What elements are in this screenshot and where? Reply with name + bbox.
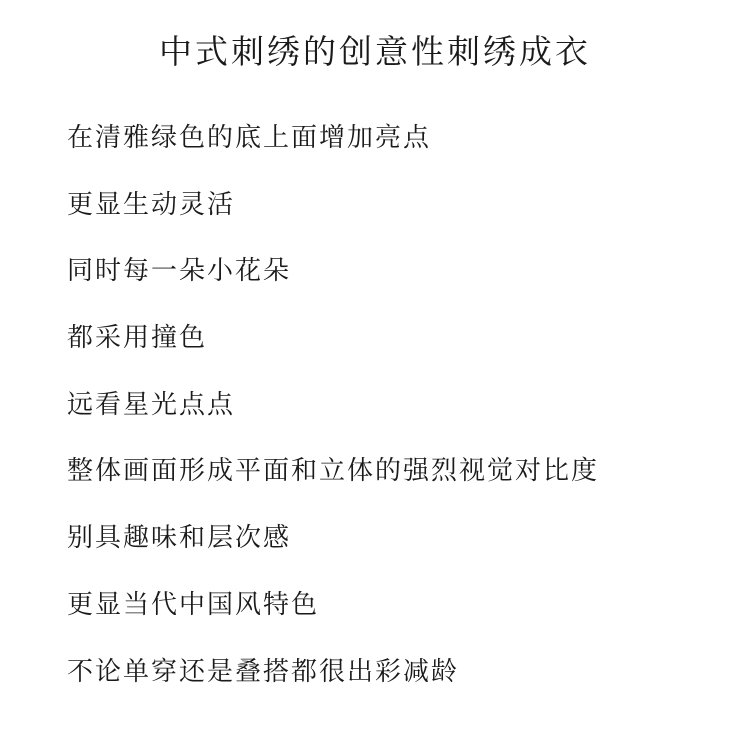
text-lines [67,118,599,718]
text-line: 更显生动灵活 [67,189,236,220]
text-line: 整体画面形成平面和立体的强烈视觉对比度 [67,456,600,487]
text-line: 别具趣味和层次感 [67,523,292,554]
text-line: 同时每一朵小花朵 [67,256,292,287]
text-line: 都采用撞色 [67,323,208,354]
text-line: 在清雅绿色的底上面增加亮点 [67,123,432,153]
text-line: 远看星光点点 [67,389,236,420]
text-line: 更显当代中国风特色 [67,589,320,620]
page-title: 中式刺绣的创意性刺绣成衣 [159,32,591,71]
text-line: 不论单穿还是叠搭都很出彩减龄 [67,656,460,687]
